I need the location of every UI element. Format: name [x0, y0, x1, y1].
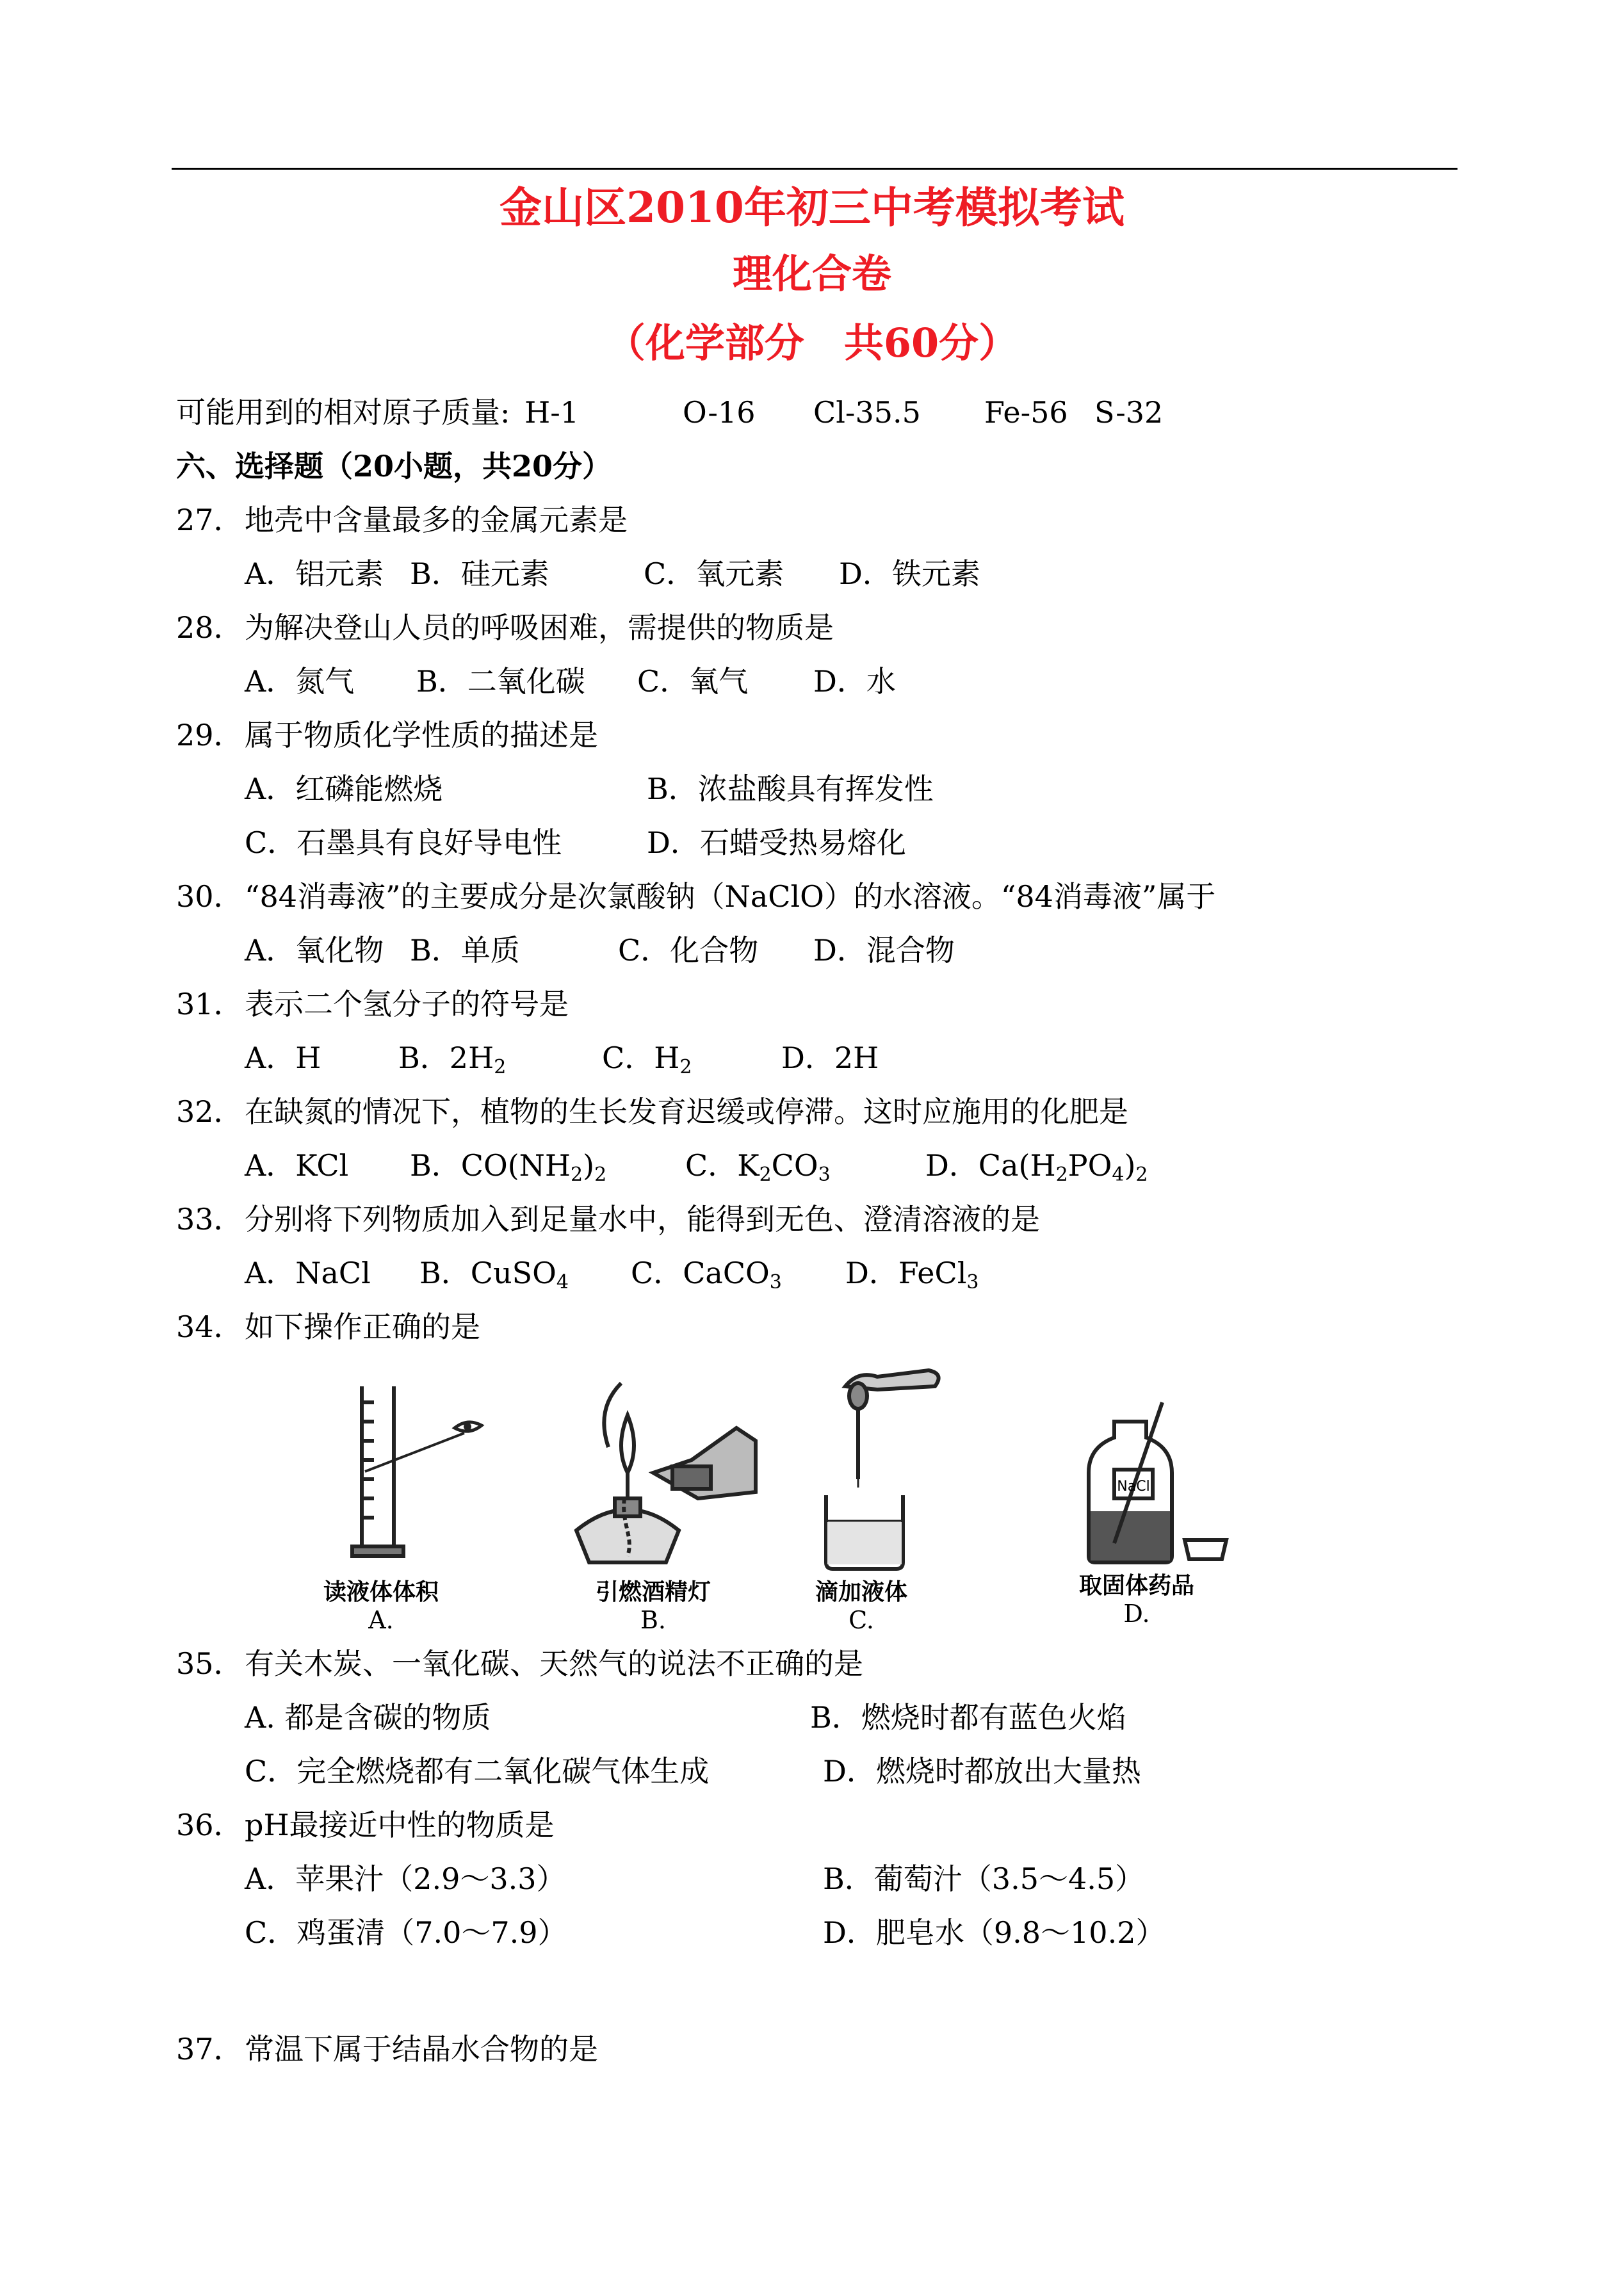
option-c: C．CaCO$_3$ [631, 1256, 782, 1293]
option-b: B．燃烧时都有蓝色火焰 [810, 1700, 1126, 1735]
option-b: B．二氧化碳 [416, 664, 585, 699]
option-a: A．氮气 [245, 664, 355, 699]
exam-subtitle: 理化合卷 [732, 250, 891, 297]
question-number: 29． [176, 718, 243, 752]
option-a: A．H [245, 1041, 321, 1075]
question-text: 有关木炭、一氧化碳、天然气的说法不正确的是 [245, 1646, 863, 1681]
option-c: C．氧元素 [644, 556, 784, 591]
option-a: A．铝元素 [245, 556, 384, 591]
question-text: 属于物质化学性质的描述是 [245, 718, 598, 752]
mass-cl: Cl-35.5 [813, 395, 921, 430]
question-number: 35． [176, 1646, 243, 1681]
question-text: 如下操作正确的是 [245, 1310, 480, 1344]
option-a: A．苹果汁（2.9～3.3） [245, 1861, 566, 1896]
option-b: B．葡萄汁（3.5～4.5） [823, 1861, 1145, 1896]
option-a: A．KCl [245, 1148, 349, 1183]
atomic-masses-label: 可能用到的相对原子质量: [176, 395, 510, 430]
eye-icon [455, 1422, 482, 1431]
question-text: “84消毒液”的主要成分是次氯酸钠（NaClO）的水溶液。“84消毒液”属于 [245, 879, 1216, 914]
option-c: C．$K_2CO_3$ [685, 1148, 831, 1186]
figure-dropper-beaker [807, 1361, 954, 1572]
figure-letter: D. [1123, 1600, 1150, 1628]
question-text: 分别将下列物质加入到足量水中，能得到无色、澄清溶液的是 [245, 1202, 1040, 1237]
option-d: D．水 [813, 664, 896, 699]
figure-letter: B. [640, 1606, 666, 1634]
figure-letter: C. [849, 1606, 874, 1634]
question-number: 32． [176, 1094, 243, 1129]
question-number: 36． [176, 1808, 243, 1842]
figure-reagent-bottle [1069, 1396, 1236, 1569]
figure-label: 读液体体积 [323, 1578, 439, 1605]
question-number: 28． [176, 610, 243, 645]
question-number: 34． [176, 1310, 243, 1344]
option-d: D．$Ca(H_2PO_4)_2$ [925, 1148, 1148, 1186]
bottle-label: NaCl [1117, 1479, 1150, 1495]
section-heading: 六、选择题（20小题，共20分） [176, 449, 612, 483]
question-number: 33． [176, 1202, 243, 1237]
question-text: 地壳中含量最多的金属元素是 [245, 503, 628, 537]
question-text: 为解决登山人员的呼吸困难，需提供的物质是 [245, 610, 834, 645]
question-number: 30． [176, 879, 243, 914]
question-text: 表示二个氢分子的符号是 [245, 987, 569, 1021]
option-d: D．FeCl$_3$ [845, 1256, 979, 1293]
figure-graduated-cylinder [307, 1377, 499, 1569]
option-b: B．单质 [410, 933, 520, 968]
header-rule [172, 168, 1458, 170]
option-c: C．氧气 [637, 664, 749, 699]
question-text: 常温下属于结晶水合物的是 [245, 2032, 598, 2066]
option-d: D．混合物 [813, 933, 955, 968]
option-b: B．硅元素 [410, 556, 549, 591]
question-number: 37． [176, 2032, 243, 2066]
section-score: （化学部分 共60分） [605, 320, 1019, 366]
atomic-masses [176, 393, 1164, 432]
figure-label: 滴加液体 [815, 1578, 907, 1605]
option-a: A. 都是含碳的物质 [245, 1700, 491, 1735]
option-d: D．燃烧时都放出大量热 [823, 1754, 1141, 1788]
option-c: C．石墨具有良好导电性 [245, 825, 562, 860]
figure-label: 引燃酒精灯 [595, 1578, 711, 1605]
mass-o: O-16 [683, 395, 756, 430]
exam-title: 金山区2010年初三中考模拟考试 [499, 182, 1125, 232]
option-a: A．氧化物 [245, 933, 384, 968]
mass-s: S-32 [1094, 395, 1164, 430]
figure-letter: A. [368, 1606, 394, 1634]
option-b: B．$CO(NH_2)_2$ [410, 1148, 607, 1186]
figure-alcohol-lamp [564, 1370, 768, 1569]
option-a: A．红磷能燃烧 [245, 772, 443, 806]
mass-h: H-1 [524, 395, 580, 430]
mass-fe: Fe-56 [984, 395, 1068, 430]
question-number: 27． [176, 503, 243, 537]
option-c: C．完全燃烧都有二氧化碳气体生成 [245, 1754, 710, 1788]
option-c: C．$H_2$ [602, 1041, 692, 1078]
option-a: A．NaCl [245, 1256, 371, 1290]
figure-label: 取固体药品 [1078, 1572, 1194, 1599]
option-c: C．化合物 [618, 933, 759, 968]
question-text: pH最接近中性的物质是 [245, 1808, 555, 1842]
option-c: C．鸡蛋清（7.0～7.9） [245, 1915, 567, 1950]
option-b: B．浓盐酸具有挥发性 [647, 772, 934, 806]
option-b: B．$2H_2$ [398, 1041, 507, 1078]
option-d: D．石蜡受热易熔化 [647, 825, 906, 860]
question-text: 在缺氮的情况下，植物的生长发育迟缓或停滞。这时应施用的化肥是 [245, 1094, 1128, 1129]
option-d: D．铁元素 [839, 556, 980, 591]
option-d: D．肥皂水（9.8～10.2） [823, 1915, 1165, 1950]
option-b: B．CuSO$_4$ [419, 1256, 569, 1293]
option-d: D．2H [781, 1041, 879, 1075]
question-number: 31． [176, 987, 243, 1021]
